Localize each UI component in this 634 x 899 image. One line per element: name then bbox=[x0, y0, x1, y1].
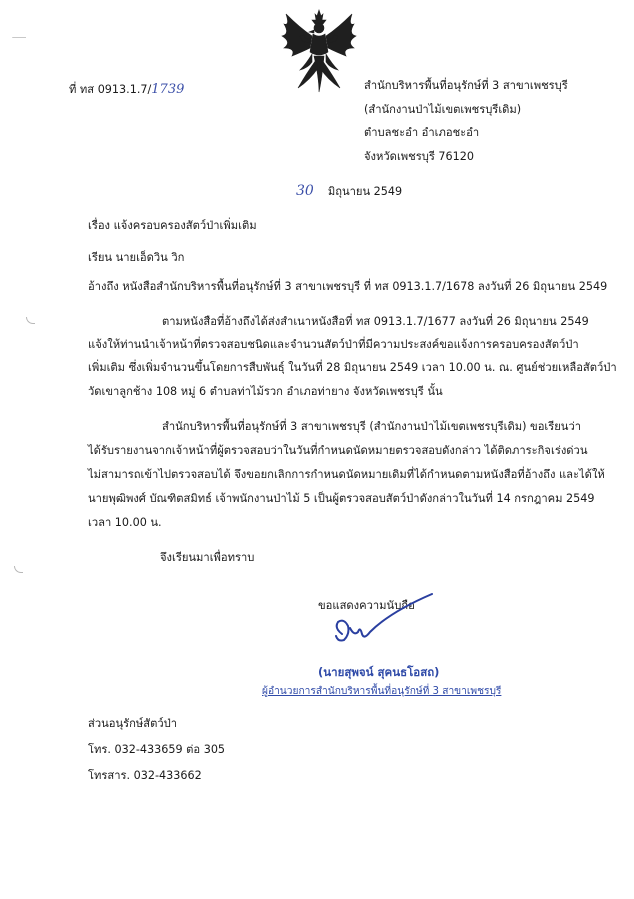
footer-department: ส่วนอนุรักษ์สัตว์ป่า bbox=[88, 717, 178, 730]
signature-salutation: ขอแสดงความนับถือ bbox=[318, 599, 415, 612]
paragraph-1-line-2: แจ้งให้ท่านนำเจ้าหน้าที่ตรวจสอบชนิดและจำนวนสัตว์ป่าที่มีความประสงค์ขอแจ้งการครอบครองสัตว์ป่า bbox=[88, 338, 579, 351]
office-address-line-4: จังหวัดเพชรบุรี 76120 bbox=[364, 150, 474, 163]
scan-artifact-top bbox=[12, 37, 26, 38]
footer-fax: โทรสาร. 032-433662 bbox=[88, 769, 202, 782]
paragraph-2-line-2: ได้รับรายงานจากเจ้าหน้าที่ผู้ตรวจสอบว่าในวันที่กำหนดนัดหมายตรวจสอบดังกล่าว ได้ติดภาระกิจเร่งด่วน bbox=[88, 444, 588, 457]
reference-number bbox=[69, 82, 184, 98]
scan-artifact-mid bbox=[26, 317, 35, 324]
office-address-line-3: ตำบลชะอำ อำเภอชะอำ bbox=[364, 126, 480, 139]
paragraph-2-line-1: สำนักบริหารพื้นที่อนุรักษ์ที่ 3 สาขาเพชรบุรี (สำนักงานป่าไม้เขตเพชรบุรีเดิม) ขอเรียนว่า bbox=[162, 420, 582, 433]
date-day-handwritten: 30 bbox=[296, 183, 314, 199]
office-address-line-2: (สำนักงานป่าไม้เขตเพชรบุรีเดิม) bbox=[364, 103, 522, 116]
reference-number-handwritten: 1739 bbox=[151, 82, 185, 97]
date-month-year: มิถุนายน 2549 bbox=[327, 185, 403, 198]
letter-reference: อ้างถึง หนังสือสำนักบริหารพื้นที่อนุรักษ์ที่ 3 สาขาเพชรบุรี ที่ ทส 0913.1.7/1678 ลงวันที่ 26 มิถุนายน 2549 bbox=[88, 280, 608, 293]
letter-date bbox=[296, 183, 402, 200]
signatory-name: (นายสุพจน์ สุคนธโอสถ) bbox=[318, 665, 440, 679]
letter-recipient: เรียน นายเอ็ดวิน วิก bbox=[88, 251, 185, 264]
office-address-line-1: สำนักบริหารพื้นที่อนุรักษ์ที่ 3 สาขาเพชรบุรี bbox=[364, 79, 568, 92]
reference-number-prefix: ที่ ทส 0913.1.7/ bbox=[69, 83, 152, 96]
signatory-position: ผู้อำนวยการสำนักบริหารพื้นที่อนุรักษ์ที่ 3 สาขาเพชรบุรี bbox=[262, 686, 502, 697]
letter-subject: เรื่อง แจ้งครอบครองสัตว์ป่าเพิ่มเติม bbox=[88, 219, 257, 232]
paragraph-2-line-4: นายพุฒิพงศ์ บัณฑิตสมิทธ์ เจ้าพนักงานป่าไม้ 5 เป็นผู้ตรวจสอบสัตว์ป่าดังกล่าวในวันที่ 14 กรกฎาคม 2549 bbox=[88, 492, 595, 505]
garuda-emblem bbox=[276, 8, 362, 94]
handwritten-signature bbox=[320, 592, 450, 662]
paragraph-1-line-4: วัดเขาลูกช้าง 108 หมู่ 6 ตำบลท่าไม้รวก อำเภอท่ายาง จังหวัดเพชรบุรี นั้น bbox=[88, 385, 443, 398]
paragraph-2-line-3: ไม่สามารถเข้าไปตรวจสอบได้ จึงขอยกเลิกการกำหนดนัดหมายเดิมที่ได้กำหนดตามหนังสือที่อ้างถึง และได้ให้ bbox=[88, 468, 605, 481]
paragraph-2-line-5: เวลา 10.00 น. bbox=[88, 516, 162, 529]
paragraph-1-line-3: เพิ่มเติม ซึ่งเพิ่มจำนวนขึ้นโดยการสืบพันธุ์ ในวันที่ 28 มิถุนายน 2549 เวลา 10.00 น. ณ. ศูนย์ช่วยเหลือสัตว์ป่า bbox=[88, 361, 617, 374]
footer-phone: โทร. 032-433659 ต่อ 305 bbox=[88, 743, 226, 756]
closing-request: จึงเรียนมาเพื่อทราบ bbox=[160, 551, 255, 564]
scan-artifact-low bbox=[14, 566, 23, 573]
paragraph-1-line-1: ตามหนังสือที่อ้างถึงได้ส่งสำเนาหนังสือที่ ทส 0913.1.7/1677 ลงวันที่ 26 มิถุนายน 2549 bbox=[162, 315, 589, 328]
